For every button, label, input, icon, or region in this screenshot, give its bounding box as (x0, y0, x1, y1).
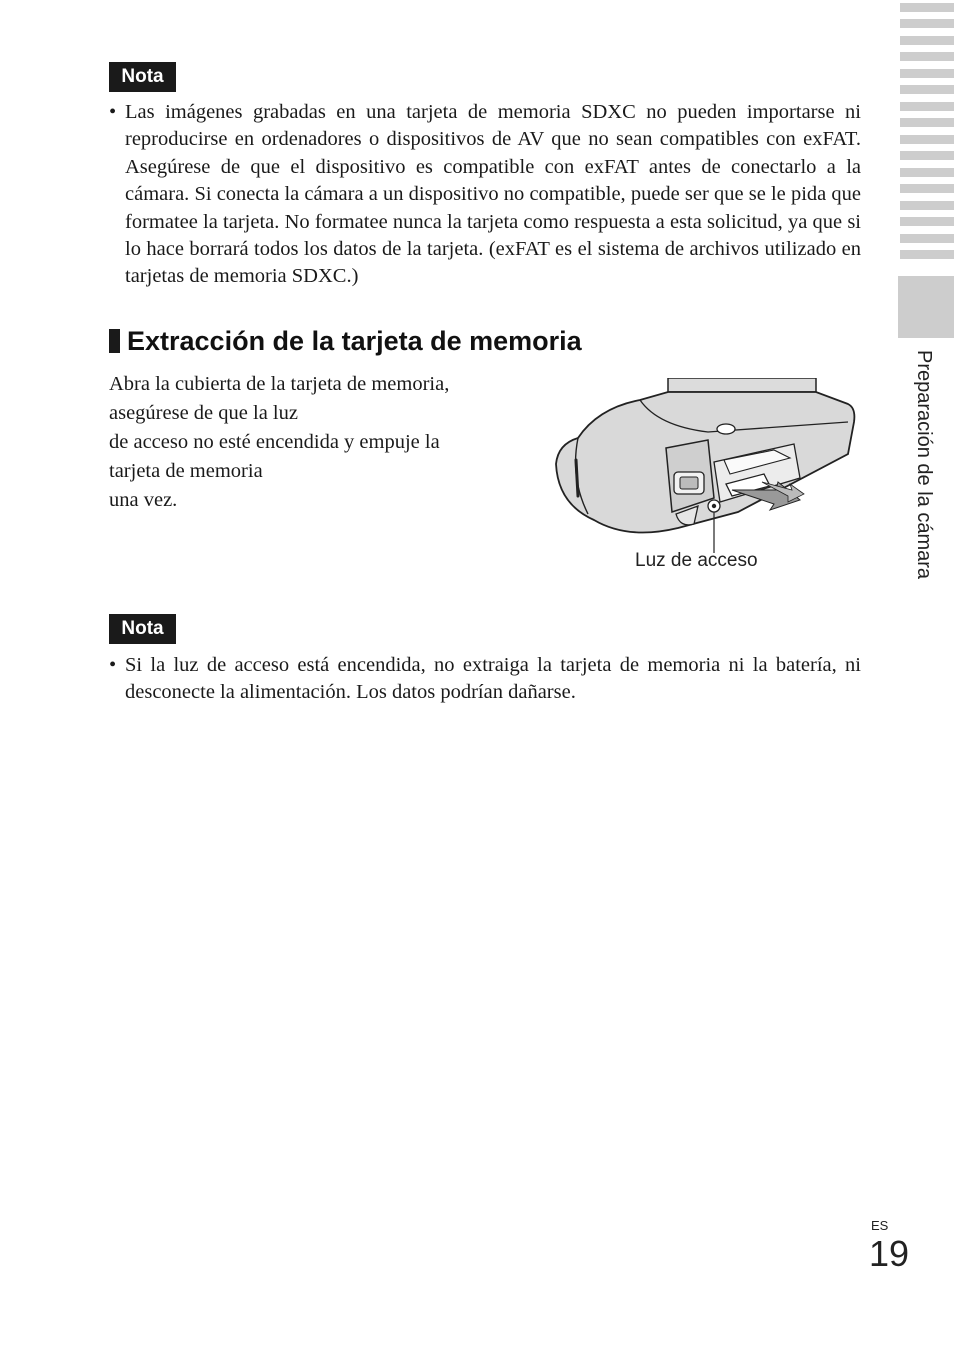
bullet: • (109, 101, 117, 123)
instruction-line: asegúrese de que la luz (109, 402, 298, 424)
note-item (109, 99, 861, 291)
bullet: • (109, 654, 117, 676)
side-tab-label: Preparación de la cámara (913, 350, 935, 580)
instruction-line: Abra la cubierta de la tarjeta de memoria, (109, 373, 450, 395)
note-badge: Nota (109, 62, 176, 92)
note-badge: Nota (109, 614, 176, 644)
access-light-label: Luz de acceso (635, 550, 758, 571)
section-title: Extracción de la tarjeta de memoria (127, 326, 582, 356)
section-heading (109, 322, 582, 360)
instruction-line: de acceso no esté encendida y empuje la (109, 431, 440, 453)
instruction-line: una vez. (109, 489, 178, 511)
note-list (109, 652, 861, 707)
language-code: ES (871, 1218, 889, 1233)
note-item (109, 652, 861, 707)
page-number: 19 (869, 1233, 910, 1274)
instruction-line: tarjeta de memoria (109, 460, 263, 482)
note-text: Las imágenes grabadas en una tarjeta de memoria SDXC no pueden importarse ni reproducirse en ordenadores o dispositivos de AV que no sean compatibles con exFAT. Asegúrese de que el dispositivo es compatible con exFAT antes de conectarlo a la cámara. Si conecta la cámara a un dispositivo no compatible, puede ser que se le pida que formatee la tarjeta. No formatee nunca la tarjeta como respuesta a esta solicitud, ya que si lo hace borrará todos los datos de la tarjeta. (exFAT es el sistema de archivos utilizado en tarjetas de memoria SDXC.) (125, 101, 861, 288)
heading-marker (109, 329, 120, 353)
instruction-text (109, 370, 529, 515)
note-list (109, 99, 861, 291)
side-tab-active-block (898, 276, 954, 338)
note-text: Si la luz de acceso está encendida, no extraiga la tarjeta de memoria ni la batería, ni desconecte la alimentación. Los datos podrían dañarse. (125, 654, 861, 704)
